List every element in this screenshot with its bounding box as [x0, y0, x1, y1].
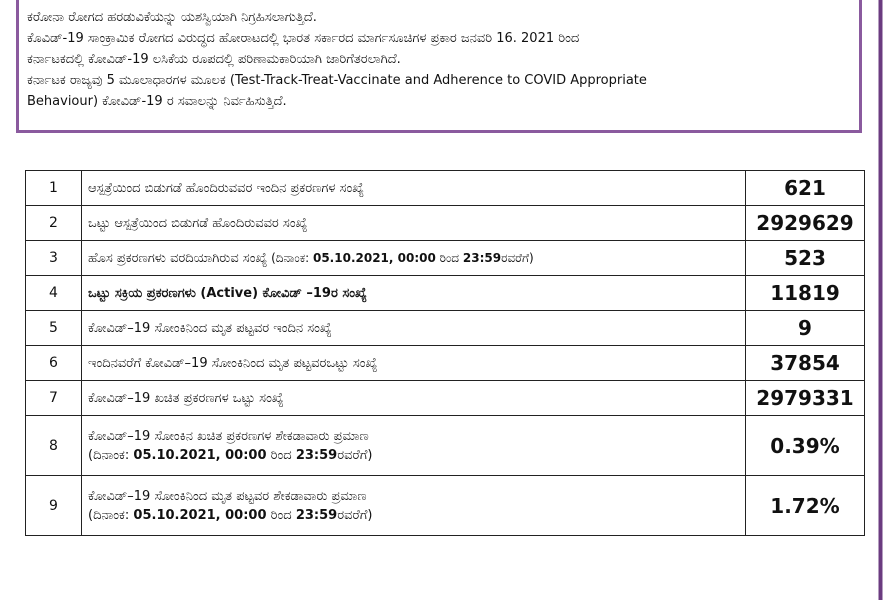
table-row — [26, 346, 865, 381]
row-description: ಕೋವಿಡ್–19 ಸೋಂಕಿನಿಂದ ಮೃತ ಪಟ್ಟವರ ಇಂದಿನ ಸಂಖ್ಯೆ — [82, 311, 746, 346]
row-value: 621 — [746, 171, 865, 206]
date-range-start: 05.10.2021, 00:00 — [133, 447, 267, 463]
intro-line-1: ಕರೋನಾ ರೋಗದ ಹರಡುವಿಕೆಯನ್ನು ಯಶಸ್ವಿಯಾಗಿ ನಿಗ್ರಹಿಸಲಾಗುತ್ತಿದೆ. — [27, 10, 317, 25]
row-number: 2 — [26, 206, 82, 241]
row-description: ಇಂದಿನವರೆಗೆ ಕೋವಿಡ್–19 ಸೋಂಕಿನಿಂದ ಮೃತ ಪಟ್ಟವರಒಟ್ಟು ಸಂಖ್ಯೆ — [82, 346, 746, 381]
intro-line-3: ಕರ್ನಾಟಕದಲ್ಲಿ ಕೋವಿಡ್-19 ಲಸಿಕೆಯ ರೂಪದಲ್ಲಿ ಪರಿಣಾಮಕಾರಿಯಾಗಿ ಜಾರಿಗೆತರಲಾಗಿದೆ. — [27, 52, 401, 67]
covid-stats-table — [25, 170, 865, 536]
row-description — [82, 241, 746, 276]
date-connector: ರಿಂದ — [435, 250, 463, 265]
row-value: 37854 — [746, 346, 865, 381]
table-row — [26, 276, 865, 311]
row-value: 1.72% — [746, 476, 865, 536]
date-suffix: ರವರೆಗೆ) — [501, 250, 534, 265]
row-number: 4 — [26, 276, 82, 311]
row-description: ಕೋವಿಡ್–19 ಖಚಿತ ಪ್ರಕರಣಗಳ ಒಟ್ಟು ಸಂಖ್ಯೆ — [82, 381, 746, 416]
intro-line-4: ಕರ್ನಾಟಕ ರಾಜ್ಯವು 5 ಮೂಲಾಧಾರಗಳ ಮೂಲಕ (Test-Track-Treat-Vaccinate and Adherence to COVID Appropriate — [27, 73, 647, 88]
date-connector: ರಿಂದ — [266, 447, 296, 463]
row-number: 5 — [26, 311, 82, 346]
row-description-text: ಕೋವಿಡ್–19 ಸೋಂಕಿನಿಂದ ಮೃತ ಪಟ್ಟವರ ಶೇಕಡಾವಾರು ಪ್ರಮಾಣ — [88, 488, 367, 504]
row-description: ಒಟ್ಟು ಸಕ್ರಿಯ ಪ್ರಕರಣಗಳು (Active) ಕೋವಿಡ್ –19ರ ಸಂಖ್ಯೆ — [82, 276, 746, 311]
row-number: 1 — [26, 171, 82, 206]
row-description: ಆಸ್ಪತ್ರೆಯಿಂದ ಬಿಡುಗಡೆ ಹೊಂದಿರುವವರ ಇಂದಿನ ಪ್ರಕರಣಗಳ ಸಂಖ್ಯೆ — [82, 171, 746, 206]
date-suffix: ರವರೆಗೆ) — [337, 447, 373, 463]
row-value: 2929629 — [746, 206, 865, 241]
row-value: 2979331 — [746, 381, 865, 416]
table-row — [26, 241, 865, 276]
row-value: 0.39% — [746, 416, 865, 476]
row-value: 9 — [746, 311, 865, 346]
row-number: 3 — [26, 241, 82, 276]
table-row — [26, 476, 865, 536]
date-prefix: (ದಿನಾಂಕ: — [267, 250, 313, 265]
date-range-end: 23:59 — [295, 447, 338, 463]
date-line — [88, 448, 739, 463]
row-number: 8 — [26, 416, 82, 476]
row-description-text: ಹೊಸ ಪ್ರಕರಣಗಳು ವರದಿಯಾಗಿರುವ ಸಂಖ್ಯೆ — [88, 250, 268, 266]
row-description — [82, 416, 746, 476]
intro-line-5: Behaviour) ಕೋವಿಡ್-19 ರ ಸವಾಲನ್ನು ನಿರ್ವಹಿಸುತ್ತಿದೆ. — [27, 94, 287, 109]
date-range-end: 23:59 — [462, 250, 502, 265]
table-row — [26, 416, 865, 476]
intro-line-2: ಕೊವಿಡ್-19 ಸಾಂಕ್ರಾಮಿಕ ರೋಗದ ವಿರುದ್ಧದ ಹೋರಾಟದಲ್ಲಿ ಭಾರತ ಸರ್ಕಾರದ ಮಾರ್ಗಸೂಚಿಗಳ ಪ್ರಕಾರ ಜನವರಿ 16. 2021 ರಿಂದ — [27, 31, 580, 46]
date-prefix: (ದಿನಾಂಕ: — [88, 507, 134, 523]
table-row — [26, 206, 865, 241]
date-line — [88, 508, 739, 523]
date-range-start: 05.10.2021, 00:00 — [312, 250, 436, 265]
table-row — [26, 311, 865, 346]
row-description: ಒಟ್ಟು ಆಸ್ಪತ್ರೆಯಿಂದ ಬಿಡುಗಡೆ ಹೊಂದಿರುವವರ ಸಂಖ್ಯೆ — [82, 206, 746, 241]
row-number: 9 — [26, 476, 82, 536]
table-row — [26, 171, 865, 206]
row-value: 11819 — [746, 276, 865, 311]
row-number: 7 — [26, 381, 82, 416]
row-description-text: ಕೋವಿಡ್–19 ಸೋಂಕಿನ ಖಚಿತ ಪ್ರಕರಣಗಳ ಶೇಕಡಾವಾರು ಪ್ರಮಾಣ — [88, 428, 369, 444]
date-prefix: (ದಿನಾಂಕ: — [88, 447, 134, 463]
date-connector: ರಿಂದ — [266, 507, 296, 523]
date-range-end: 23:59 — [295, 507, 338, 523]
intro-box — [16, 0, 862, 133]
table-row — [26, 381, 865, 416]
date-range-start: 05.10.2021, 00:00 — [133, 507, 267, 523]
row-number: 6 — [26, 346, 82, 381]
page-edge-strip — [873, 0, 889, 600]
date-suffix: ರವರೆಗೆ) — [337, 507, 373, 523]
row-description — [82, 476, 746, 536]
row-value: 523 — [746, 241, 865, 276]
